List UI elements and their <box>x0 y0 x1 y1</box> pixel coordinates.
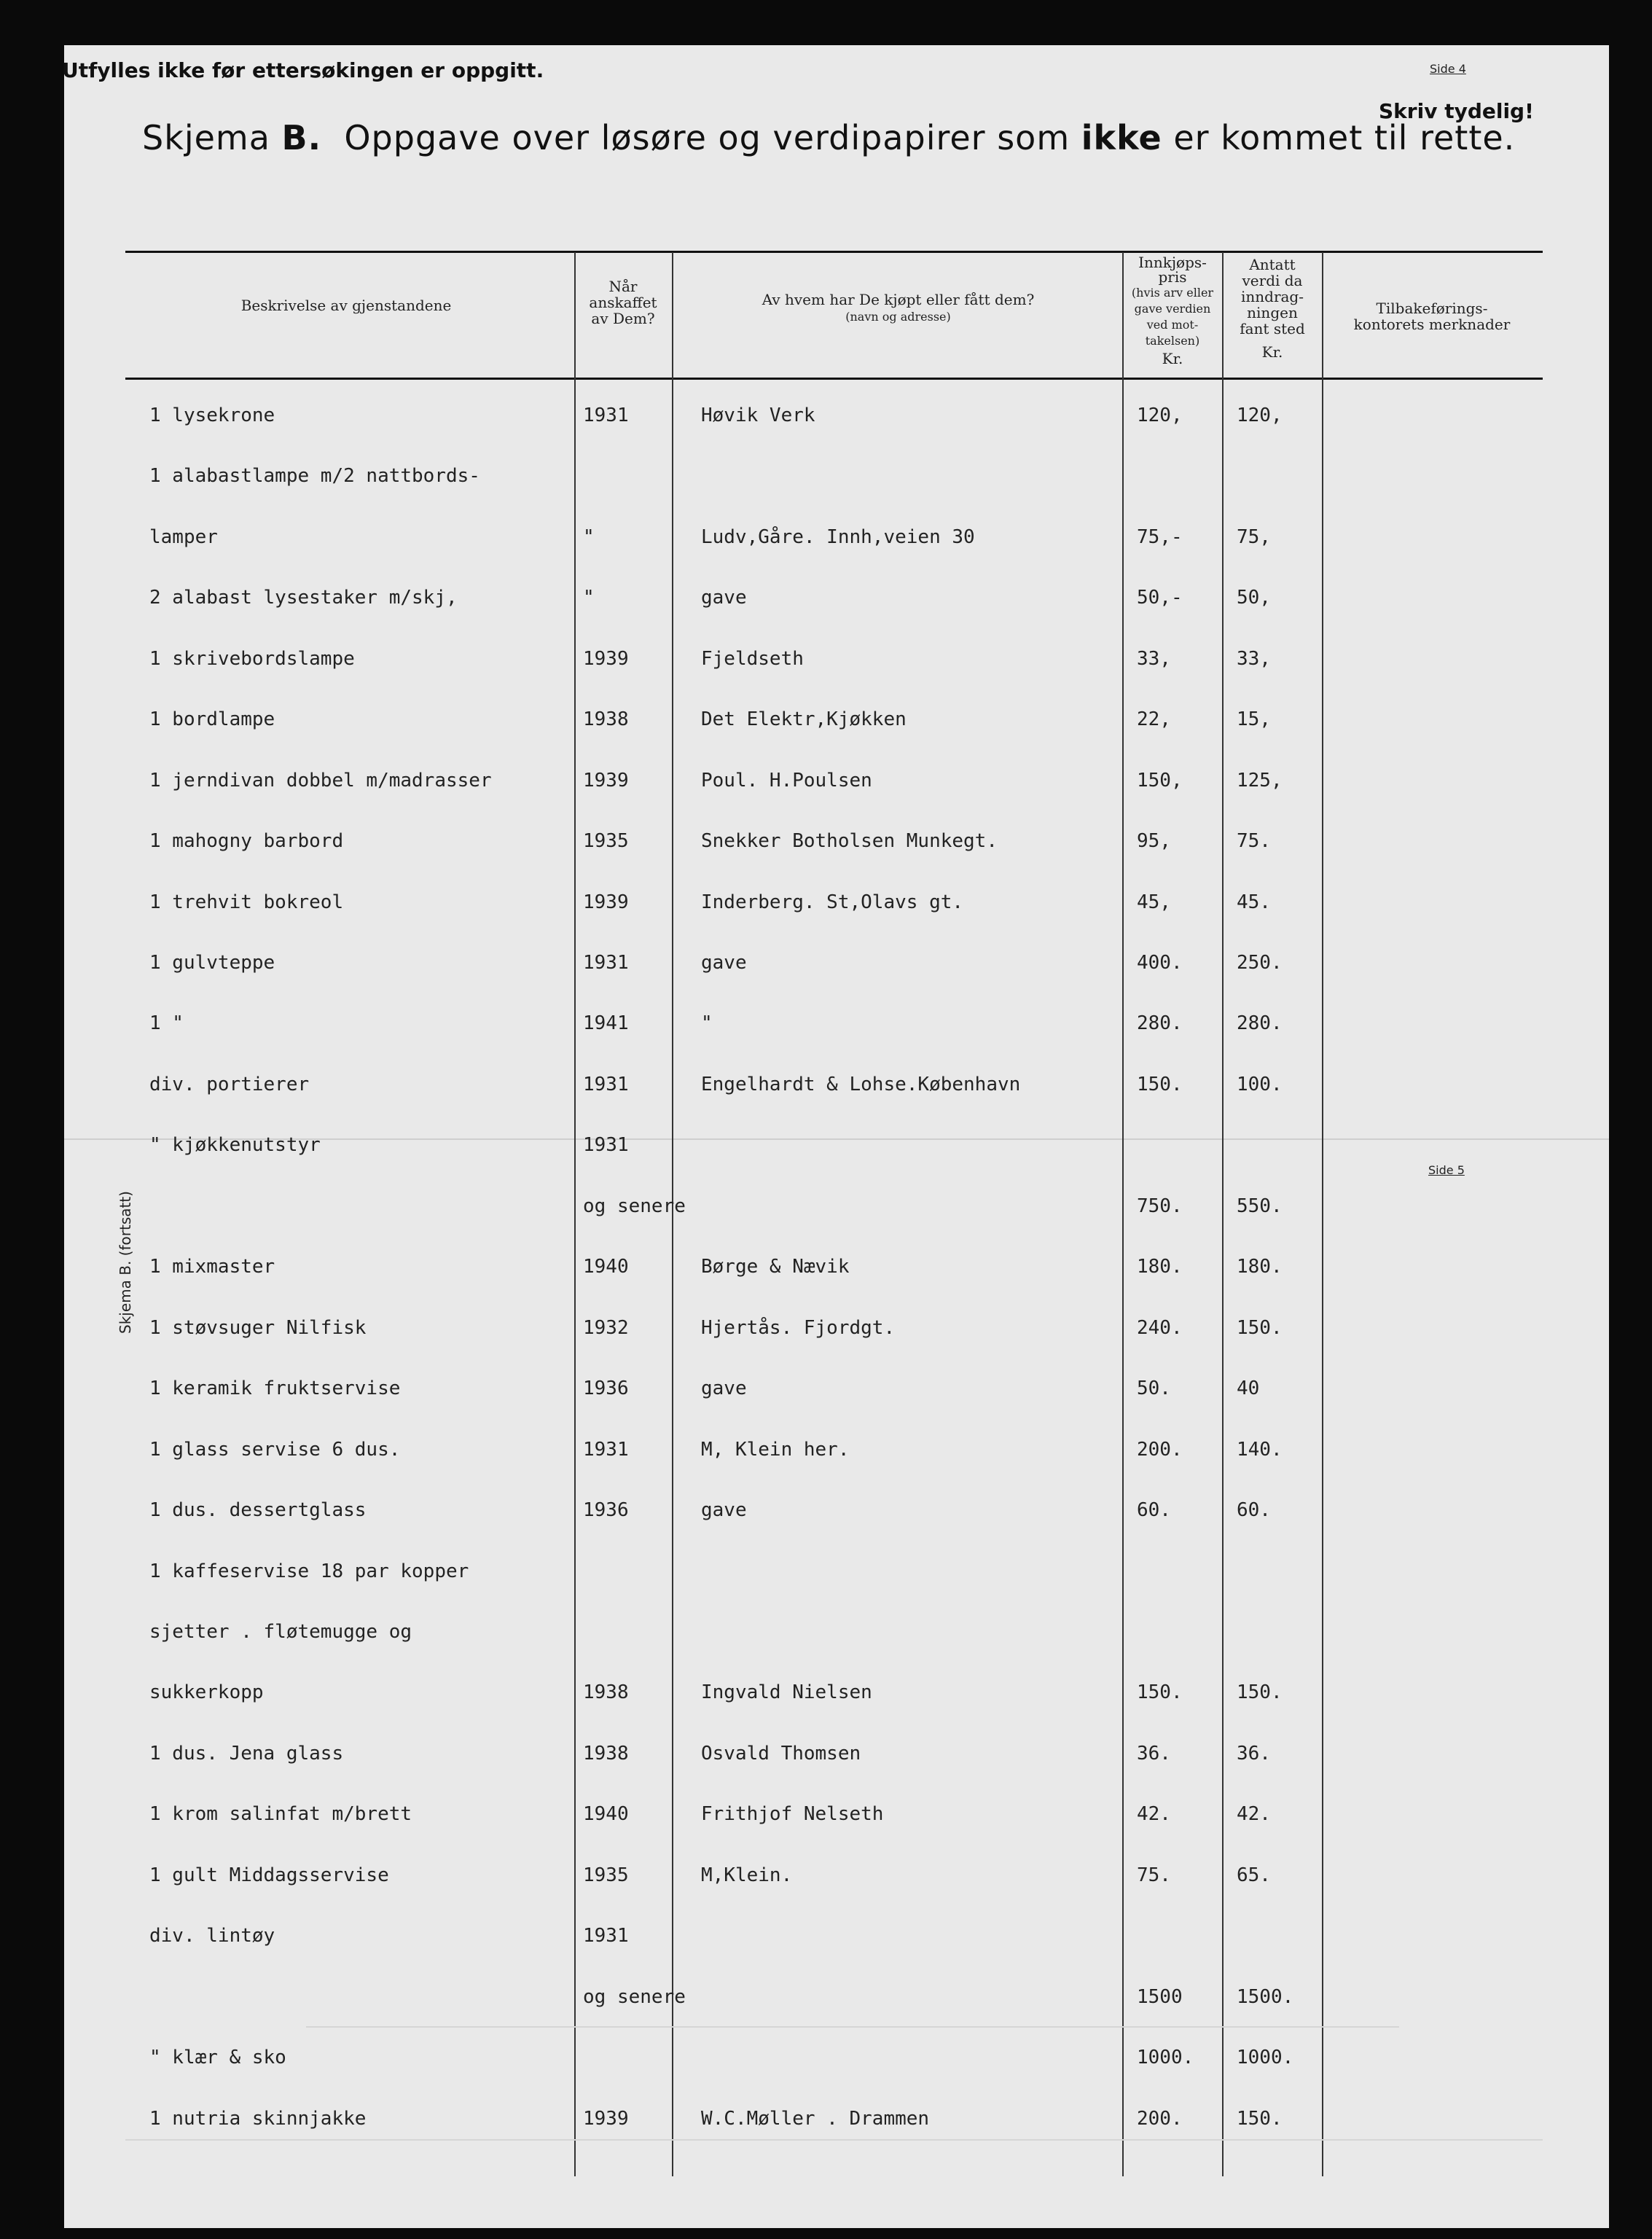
row-value: 550. <box>1237 1195 1283 1217</box>
price-line-3: (hvis arv eller <box>1131 286 1214 300</box>
row-price: 50. <box>1137 1378 1171 1399</box>
row-year: 1932 <box>583 1317 629 1339</box>
bleed-line-2 <box>125 2139 1543 2141</box>
row-value: 280. <box>1237 1012 1283 1034</box>
row-source: Frithjof Nelseth <box>701 1803 884 1825</box>
row-source: Engelhardt & Lohse.København <box>701 1074 1021 1095</box>
row-value: 75, <box>1237 526 1271 548</box>
table-header-rule <box>125 378 1543 380</box>
row-year: og senere <box>583 1195 686 1217</box>
write-clearly-note: Skriv tydelig! <box>1379 99 1534 123</box>
row-value: 36. <box>1237 1743 1271 1765</box>
instruction-text: Utfylles ikke før ettersøkingen er oppgitt. <box>62 58 544 82</box>
row-price: 50,- <box>1137 587 1183 609</box>
col-divider-3 <box>1122 252 1124 2176</box>
row-year: 1939 <box>583 648 629 670</box>
form-title <box>142 118 1515 157</box>
row-value: 150. <box>1237 2108 1283 2130</box>
row-description: 1 krom salinfat m/brett <box>149 1803 412 1825</box>
row-description: 2 alabast lysestaker m/skj, <box>149 587 458 609</box>
row-year: 1935 <box>583 830 629 852</box>
row-source: Hjertås. Fjordgt. <box>701 1317 896 1339</box>
col-header-remarks <box>1326 300 1538 332</box>
value-unit: Kr. <box>1261 343 1283 361</box>
row-source: gave <box>701 587 747 609</box>
row-source: Børge & Nævik <box>701 1256 850 1278</box>
price-unit: Kr. <box>1162 350 1183 367</box>
title-end: er kommet til rette. <box>1173 118 1516 157</box>
row-price: 200. <box>1137 1439 1183 1461</box>
row-description: " kjøkkenutstyr <box>149 1134 321 1156</box>
col-header-description: Beskrivelse av gjenstandene <box>240 297 452 314</box>
col-divider-5 <box>1322 252 1323 2176</box>
row-year: 1938 <box>583 1681 629 1703</box>
row-price: 36. <box>1137 1743 1171 1765</box>
row-year: 1936 <box>583 1378 629 1399</box>
row-source: gave <box>701 1499 747 1521</box>
row-value: 150. <box>1237 1317 1283 1339</box>
row-source: W.C.Møller . Drammen <box>701 2108 930 2130</box>
row-price: 22, <box>1137 708 1171 730</box>
row-description: 1 mixmaster <box>149 1256 275 1278</box>
row-description: 1 gulvteppe <box>149 952 275 974</box>
row-source: M, Klein her. <box>701 1439 850 1461</box>
row-year: 1941 <box>583 1012 629 1034</box>
row-description: " klær & sko <box>149 2047 286 2068</box>
value-line-1: Antatt <box>1249 256 1296 273</box>
price-line-1: Innkjøps- <box>1138 254 1207 271</box>
row-value: 150. <box>1237 1681 1283 1703</box>
row-description: lamper <box>149 526 218 548</box>
row-year: 1931 <box>583 1439 629 1461</box>
row-price: 120, <box>1137 405 1183 426</box>
row-year: 1939 <box>583 2108 629 2130</box>
row-description: 1 dus. Jena glass <box>149 1743 344 1765</box>
row-year: 1938 <box>583 1743 629 1765</box>
value-line-4: ningen <box>1247 304 1298 321</box>
row-price: 400. <box>1137 952 1183 974</box>
row-year: 1939 <box>583 891 629 913</box>
price-line-6: takelsen) <box>1145 334 1200 348</box>
row-source: Det Elektr,Kjøkken <box>701 708 907 730</box>
row-source: Ingvald Nielsen <box>701 1681 872 1703</box>
remarks-line-2: kontorets merknader <box>1353 316 1511 333</box>
row-year: 1931 <box>583 1134 629 1156</box>
vertical-form-label: Skjema B. (fortsatt) <box>117 1191 134 1334</box>
row-price: 75,- <box>1137 526 1183 548</box>
row-price: 60. <box>1137 1499 1171 1521</box>
col-divider-4 <box>1222 252 1224 2176</box>
row-year: og senere <box>583 1986 686 2008</box>
row-source: gave <box>701 1378 747 1399</box>
table-top-rule <box>125 251 1543 253</box>
row-price: 95, <box>1137 830 1171 852</box>
row-year: " <box>583 587 595 609</box>
row-description: 1 nutria skinnjakke <box>149 2108 367 2130</box>
row-value: 120, <box>1237 405 1283 426</box>
price-line-2: pris <box>1158 268 1187 286</box>
row-source: Ludv,Gåre. Innh,veien 30 <box>701 526 975 548</box>
col-header-when <box>577 278 669 327</box>
row-description: sjetter . fløtemugge og <box>149 1621 412 1643</box>
row-description: 1 skrivebordslampe <box>149 648 355 670</box>
row-value: 250. <box>1237 952 1283 974</box>
row-value: 100. <box>1237 1074 1283 1095</box>
row-year: 1940 <box>583 1256 629 1278</box>
row-year: 1931 <box>583 405 629 426</box>
row-source: Fjeldseth <box>701 648 804 670</box>
row-value: 125, <box>1237 770 1283 792</box>
row-price: 150, <box>1137 770 1183 792</box>
row-value: 140. <box>1237 1439 1283 1461</box>
row-description: 1 bordlampe <box>149 708 275 730</box>
row-year: 1935 <box>583 1864 629 1886</box>
value-line-2: verdi da <box>1242 272 1303 289</box>
row-description: 1 jerndivan dobbel m/madrasser <box>149 770 492 792</box>
price-line-4: gave verdien <box>1134 302 1211 316</box>
row-description: 1 gult Middagsservise <box>149 1864 389 1886</box>
page-number-top: Side 4 <box>1430 62 1466 76</box>
from-whom-text: Av hvem har De kjøpt eller fått dem? <box>762 291 1035 308</box>
row-description: 1 mahogny barbord <box>149 830 344 852</box>
row-year: 1938 <box>583 708 629 730</box>
row-description: 1 kaffeservise 18 par kopper <box>149 1560 469 1582</box>
row-value: 33, <box>1237 648 1271 670</box>
when-line-2: anskaffet <box>589 294 657 311</box>
row-value: 1500. <box>1237 1986 1294 2008</box>
row-source: Osvald Thomsen <box>701 1743 861 1765</box>
row-value: 65. <box>1237 1864 1271 1886</box>
value-line-5: fant sted <box>1240 320 1305 337</box>
price-line-5: ved mot- <box>1146 318 1199 332</box>
row-price: 150. <box>1137 1074 1183 1095</box>
row-year: 1931 <box>583 1074 629 1095</box>
row-year: 1931 <box>583 952 629 974</box>
row-description: 1 keramik fruktservise <box>149 1378 401 1399</box>
when-line-3: av Dem? <box>591 310 655 327</box>
row-price: 42. <box>1137 1803 1171 1825</box>
row-year: 1939 <box>583 770 629 792</box>
row-price: 180. <box>1137 1256 1183 1278</box>
row-description: 1 lysekrone <box>149 405 275 426</box>
row-source: gave <box>701 952 747 974</box>
row-description: sukkerkopp <box>149 1681 264 1703</box>
row-description: 1 trehvit bokreol <box>149 891 344 913</box>
row-value: 45. <box>1237 891 1271 913</box>
row-source: Poul. H.Poulsen <box>701 770 872 792</box>
row-price: 750. <box>1137 1195 1183 1217</box>
row-price: 1500 <box>1137 1986 1183 2008</box>
row-price: 280. <box>1137 1012 1183 1034</box>
row-year: 1936 <box>583 1499 629 1521</box>
row-source: Høvik Verk <box>701 405 815 426</box>
col-header-price <box>1124 255 1221 366</box>
row-price: 240. <box>1137 1317 1183 1339</box>
row-description: 1 glass servise 6 dus. <box>149 1439 401 1461</box>
when-line-1: Når <box>608 278 638 295</box>
row-value: 15, <box>1237 708 1271 730</box>
value-line-3: inndrag- <box>1240 288 1304 305</box>
row-price: 1000. <box>1137 2047 1194 2068</box>
title-letter: B. <box>281 118 322 157</box>
col-divider-1 <box>574 252 576 2176</box>
row-description: div. lintøy <box>149 1925 275 1947</box>
row-price: 150. <box>1137 1681 1183 1703</box>
bleed-line-1 <box>306 2026 1399 2028</box>
row-description: 1 " <box>149 1012 184 1034</box>
row-source: " <box>701 1012 713 1034</box>
col-header-from-whom <box>685 292 1111 325</box>
col-header-value <box>1224 257 1321 360</box>
row-description: 1 dus. dessertglass <box>149 1499 367 1521</box>
row-description: 1 alabastlampe m/2 nattbords- <box>149 465 480 487</box>
row-price: 33, <box>1137 648 1171 670</box>
row-description: 1 støvsuger Nilfisk <box>149 1317 367 1339</box>
row-value: 1000. <box>1237 2047 1294 2068</box>
row-source: M,Klein. <box>701 1864 793 1886</box>
row-value: 60. <box>1237 1499 1271 1521</box>
row-value: 40 <box>1237 1378 1260 1399</box>
row-year: 1940 <box>583 1803 629 1825</box>
row-source: Inderberg. St,Olavs gt. <box>701 891 964 913</box>
row-price: 45, <box>1137 891 1171 913</box>
row-description: div. portierer <box>149 1074 310 1095</box>
from-whom-sub: (navn og adresse) <box>845 310 951 324</box>
row-source: Snekker Botholsen Munkegt. <box>701 830 998 852</box>
row-year: 1931 <box>583 1925 629 1947</box>
remarks-line-1: Tilbakeførings- <box>1376 300 1488 317</box>
row-value: 50, <box>1237 587 1271 609</box>
row-year: " <box>583 526 595 548</box>
row-value: 42. <box>1237 1803 1271 1825</box>
title-main: Oppgave over løsøre og verdipapirer som <box>344 118 1070 157</box>
page-number-mid: Side 5 <box>1428 1163 1465 1177</box>
row-value: 75. <box>1237 830 1271 852</box>
row-value: 180. <box>1237 1256 1283 1278</box>
row-price: 75. <box>1137 1864 1171 1886</box>
row-price: 200. <box>1137 2108 1183 2130</box>
title-emphasis: ikke <box>1081 118 1162 157</box>
title-prefix: Skjema <box>142 118 270 157</box>
